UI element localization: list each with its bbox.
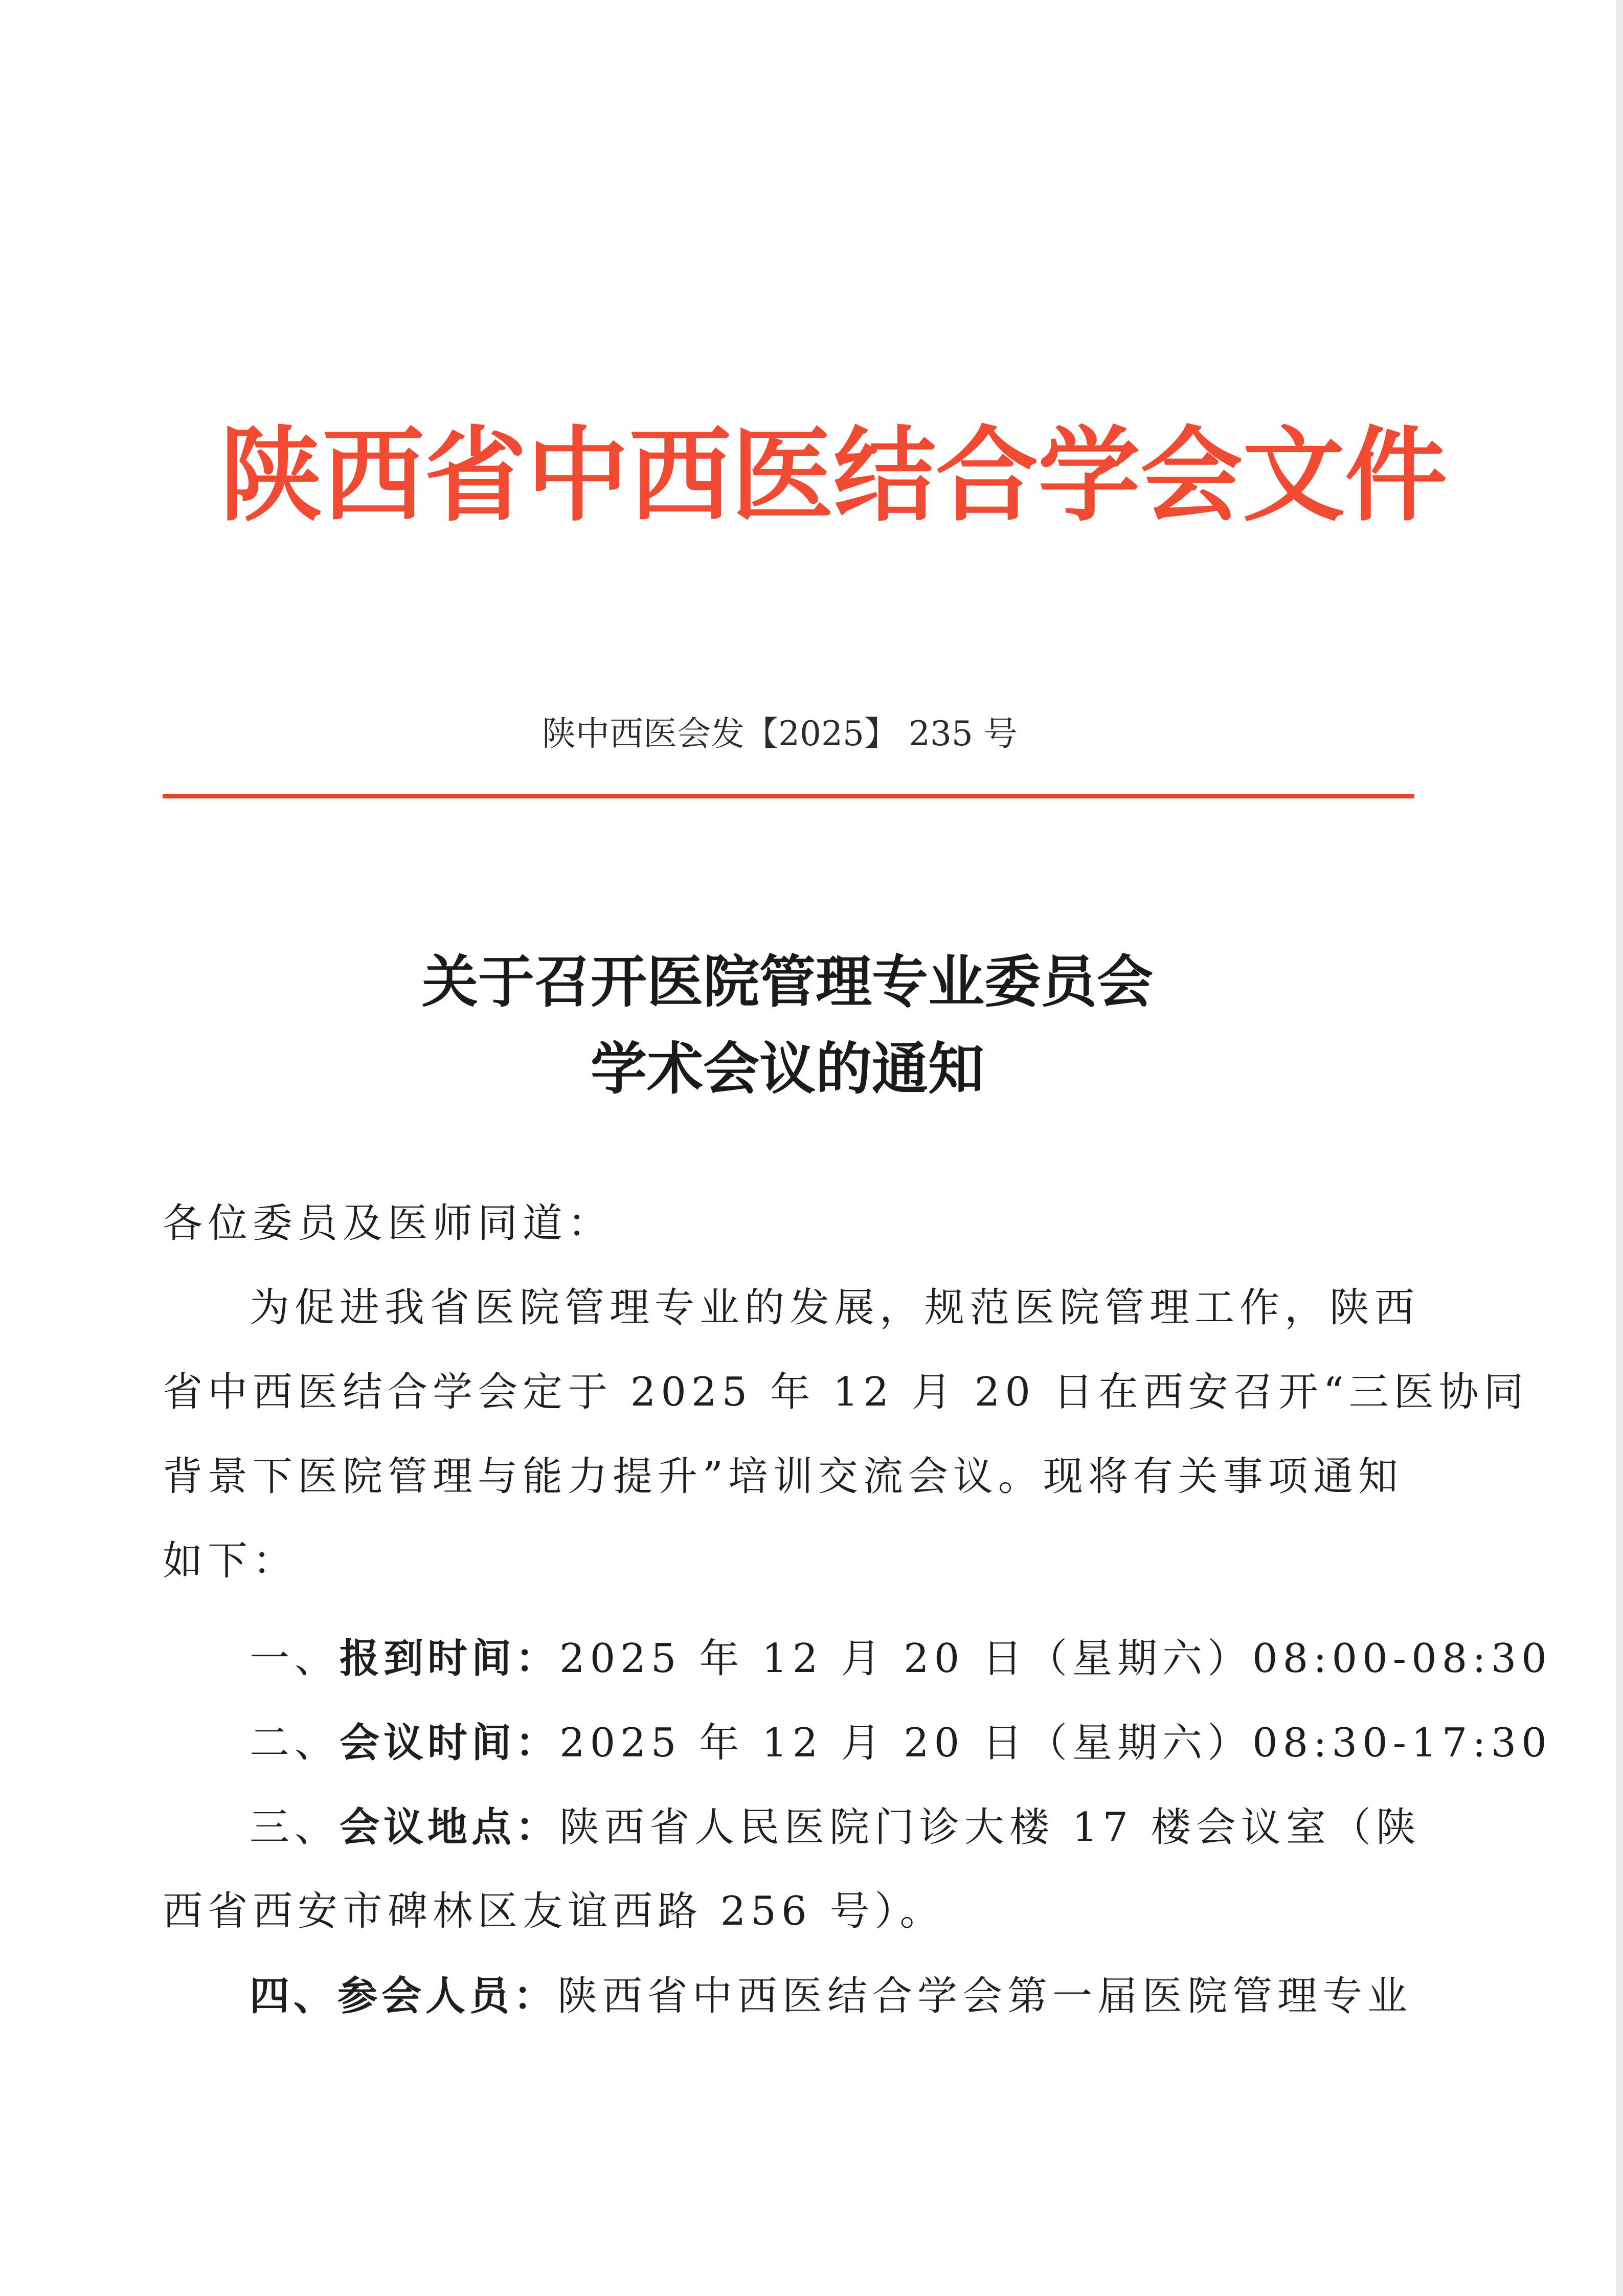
intro-line-3: 背景下医院管理与能力提升”培训交流会议。现将有关事项通知 <box>163 1454 1403 1500</box>
red-separator-line <box>163 794 1414 798</box>
item-registration-time <box>250 1616 1552 1701</box>
item-prefix: 一、 <box>250 1636 340 1682</box>
item-label: 会议时间： <box>340 1720 560 1766</box>
item-value: 陕西省中西医结合学会第一届医院管理专业 <box>557 1973 1413 2019</box>
salutation: 各位委员及医师同道： <box>163 1200 613 1246</box>
item-meeting-location <box>250 1785 1421 1870</box>
item-prefix: 四、 <box>250 1973 338 2019</box>
item-participants <box>250 1954 1415 2039</box>
item-value: 2025 年 12 月 20 日（星期六）08:00-08:30 <box>559 1636 1552 1682</box>
item-label: 报到时间： <box>340 1635 560 1682</box>
item-prefix: 三、 <box>250 1804 340 1851</box>
intro-line-4: 如下： <box>163 1538 298 1584</box>
document-number: 陕中西医会发【2025】 235 号 <box>542 714 1018 753</box>
item-meeting-location-continuation: 西省西安市碑林区友谊西路 256 号）。 <box>163 1888 945 1934</box>
issuing-organization-title: 陕西省中西医结合学会文件 <box>220 415 1448 536</box>
item-label: 参会人员： <box>337 1973 558 2019</box>
notice-title <box>153 939 1422 1112</box>
item-value: 2025 年 12 月 20 日（星期六）08:30-17:30 <box>559 1720 1552 1766</box>
scan-edge <box>1616 0 1623 2296</box>
notice-title-line-2: 学术会议的通知 <box>591 1036 984 1102</box>
intro-line-1: 为促进我省医院管理专业的发展，规范医院管理工作，陕西 <box>250 1285 1420 1331</box>
intro-line-2: 省中西医结合学会定于 2025 年 12 月 20 日在西安召开“三医协同 <box>163 1369 1529 1415</box>
item-meeting-time <box>250 1701 1552 1786</box>
item-label: 会议地点： <box>340 1804 560 1851</box>
item-prefix: 二、 <box>250 1720 340 1766</box>
item-value: 陕西省人民医院门诊大楼 17 楼会议室（陕 <box>559 1804 1421 1851</box>
notice-title-line-1: 关于召开医院管理专业委员会 <box>422 949 1153 1015</box>
